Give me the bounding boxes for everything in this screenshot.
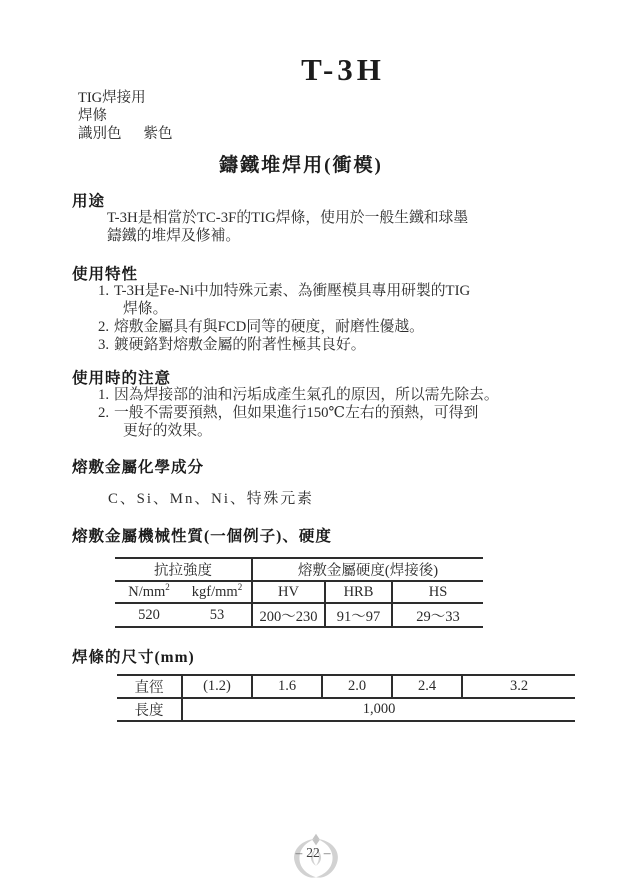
list-item-text: 焊條。 (123, 301, 168, 317)
table-row (115, 603, 483, 627)
list-marker: 3. (98, 337, 110, 353)
unit-base: kgf/mm (191, 583, 238, 600)
precautions-heading: 使用時的注意 (72, 370, 172, 387)
unit-kgf-mm2 (183, 581, 252, 603)
page-footer (0, 845, 628, 861)
diameter-label: 直徑 (117, 675, 182, 698)
length-value: 1,000 (182, 698, 575, 721)
list-item-text: 更好的效果。 (123, 423, 212, 439)
characteristics-list (98, 282, 470, 354)
unit-hv: HV (252, 581, 325, 603)
value-tensile-n: 520 (115, 603, 183, 627)
diameter-value: 1.6 (252, 675, 322, 698)
identification-color-value: 紫色 (143, 126, 173, 142)
list-item-continuation (98, 300, 470, 318)
list-item (98, 282, 470, 300)
product-info-line-2: 焊條 (78, 108, 107, 124)
usage-line-2: 鑄鐵的堆焊及修補。 (107, 228, 241, 244)
list-item-text: 一般不需要預熱，但如果進行150℃左右的預熱，可得到 (114, 405, 479, 421)
identification-color-line (78, 125, 173, 143)
product-info-line-1: TIG焊接用 (78, 90, 146, 106)
precautions-list (98, 386, 499, 440)
diameter-value: 2.4 (392, 675, 462, 698)
document-subtitle: 鑄鐵堆焊用(衝模) (219, 155, 383, 176)
list-marker: 1. (98, 387, 110, 403)
characteristics-heading: 使用特性 (72, 266, 139, 283)
table-row (117, 698, 575, 721)
value-hrb: 91〜97 (325, 603, 392, 627)
identification-color-label: 識別色 (78, 126, 122, 142)
usage-paragraph (107, 209, 468, 245)
list-item (98, 386, 499, 404)
list-marker: 1. (98, 283, 110, 299)
page-title: T-3H (301, 52, 385, 87)
table-row (115, 581, 483, 603)
unit-superscript: 2 (237, 581, 243, 592)
unit-base: N/mm (128, 583, 166, 600)
list-item-text: 因為焊接部的油和污垢成產生氣孔的原因，所以需先除去。 (114, 387, 499, 403)
diameter-value: 3.2 (462, 675, 575, 698)
list-marker: 2. (98, 405, 110, 421)
unit-superscript: 2 (165, 581, 170, 592)
value-tensile-kgf: 53 (183, 603, 252, 627)
usage-heading: 用途 (72, 193, 106, 210)
value-hv: 200〜230 (252, 603, 325, 627)
composition-heading: 熔敷金屬化學成分 (72, 459, 205, 476)
list-item-text: T-3H是Fe-Ni中加特殊元素、為衝壓模具專用研製的TIG (114, 283, 471, 299)
footer-left-dash: – (295, 845, 303, 860)
mechanical-properties-heading: 熔敷金屬機械性質(一個例子)、硬度 (72, 528, 332, 545)
group-header-tensile-strength: 抗拉強度 (115, 558, 252, 581)
composition-value: C、Si、Mn、Ni、特殊元素 (108, 491, 314, 507)
diameter-value: 2.0 (322, 675, 392, 698)
unit-hrb: HRB (325, 581, 392, 603)
mechanical-properties-table (115, 557, 483, 628)
rod-sizes-heading: 焊條的尺寸(mm) (72, 649, 195, 666)
footer-right-dash: – (323, 845, 331, 860)
list-marker: 2. (98, 319, 110, 335)
diameter-value: (1.2) (182, 675, 252, 698)
value-hs: 29〜33 (392, 603, 483, 627)
product-info-block (78, 89, 173, 143)
unit-hs: HS (392, 581, 483, 603)
page-number: 22 (306, 845, 320, 860)
group-header-hardness: 熔敷金屬硬度(焊接後) (252, 558, 483, 581)
table-row (115, 558, 483, 581)
list-item (98, 404, 499, 422)
list-item (98, 318, 470, 336)
unit-n-mm2 (115, 581, 183, 603)
list-item-continuation (98, 422, 499, 440)
table-row (117, 675, 575, 698)
usage-line-1: T-3H是相當於TC-3F的TIG焊條，使用於一般生鐵和球墨 (107, 210, 469, 226)
list-item (98, 336, 470, 354)
length-label: 長度 (117, 698, 182, 721)
list-item-text: 熔敷金屬具有與FCD同等的硬度，耐磨性優越。 (114, 319, 424, 335)
rod-sizes-table (117, 674, 575, 722)
list-item-text: 鍍硬鉻對熔敷金屬的附著性極其良好。 (114, 337, 366, 353)
